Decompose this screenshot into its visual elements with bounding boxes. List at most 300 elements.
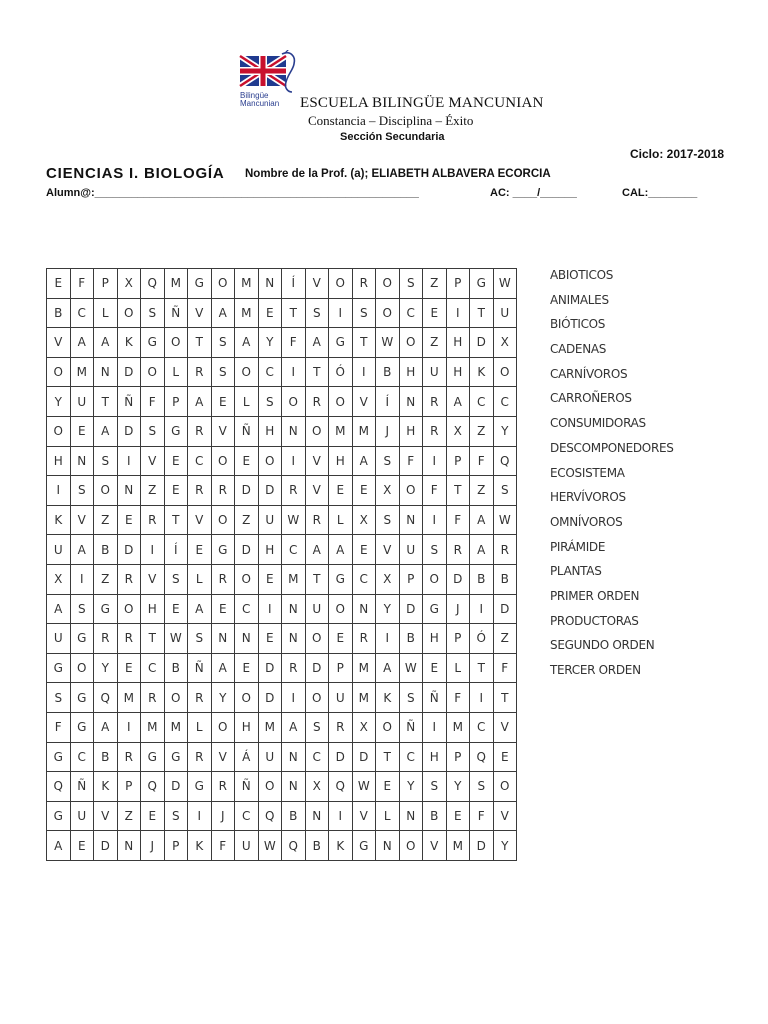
grid-cell[interactable]: W <box>493 269 517 299</box>
grid-cell[interactable]: E <box>493 742 517 772</box>
grid-cell[interactable]: O <box>117 594 141 624</box>
grid-cell[interactable]: S <box>258 387 282 417</box>
grid-cell[interactable]: Y <box>493 416 517 446</box>
grid-cell[interactable]: E <box>423 298 447 328</box>
grid-cell[interactable]: J <box>446 594 470 624</box>
grid-cell[interactable]: M <box>164 712 188 742</box>
grid-cell[interactable]: L <box>188 712 212 742</box>
grid-cell[interactable]: O <box>493 772 517 802</box>
grid-cell[interactable]: A <box>70 328 94 358</box>
grid-cell[interactable]: S <box>141 416 165 446</box>
grid-cell[interactable]: V <box>376 535 400 565</box>
ac-field[interactable]: AC: ____/______ <box>490 187 577 199</box>
grid-cell[interactable]: D <box>235 535 259 565</box>
grid-cell[interactable]: B <box>94 535 118 565</box>
grid-cell[interactable]: O <box>399 831 423 861</box>
grid-cell[interactable]: O <box>493 357 517 387</box>
grid-cell[interactable]: N <box>117 831 141 861</box>
grid-cell[interactable]: K <box>188 831 212 861</box>
grid-cell[interactable]: H <box>258 535 282 565</box>
grid-cell[interactable]: P <box>117 772 141 802</box>
grid-cell[interactable]: R <box>211 476 235 506</box>
grid-cell[interactable]: O <box>423 564 447 594</box>
grid-cell[interactable]: O <box>329 387 353 417</box>
grid-cell[interactable]: S <box>493 476 517 506</box>
grid-cell[interactable]: Z <box>94 505 118 535</box>
grid-cell[interactable]: D <box>94 831 118 861</box>
grid-cell[interactable]: E <box>352 476 376 506</box>
grid-cell[interactable]: T <box>141 624 165 654</box>
grid-cell[interactable]: A <box>211 298 235 328</box>
grid-cell[interactable]: A <box>235 328 259 358</box>
grid-cell[interactable]: T <box>376 742 400 772</box>
grid-cell[interactable]: F <box>282 328 306 358</box>
grid-cell[interactable]: Q <box>47 772 71 802</box>
grid-cell[interactable]: B <box>94 742 118 772</box>
grid-cell[interactable]: A <box>305 328 329 358</box>
grid-cell[interactable]: V <box>141 446 165 476</box>
grid-cell[interactable]: I <box>446 298 470 328</box>
grid-cell[interactable]: P <box>164 387 188 417</box>
grid-cell[interactable]: K <box>47 505 71 535</box>
grid-cell[interactable]: M <box>235 298 259 328</box>
grid-cell[interactable]: T <box>446 476 470 506</box>
grid-cell[interactable]: O <box>117 298 141 328</box>
grid-cell[interactable]: D <box>352 742 376 772</box>
grid-cell[interactable]: V <box>305 446 329 476</box>
grid-cell[interactable]: A <box>305 535 329 565</box>
grid-cell[interactable]: A <box>188 594 212 624</box>
grid-cell[interactable]: E <box>47 269 71 299</box>
grid-cell[interactable]: F <box>470 801 494 831</box>
grid-cell[interactable]: I <box>282 446 306 476</box>
grid-cell[interactable]: I <box>423 712 447 742</box>
grid-cell[interactable]: L <box>446 653 470 683</box>
grid-cell[interactable]: C <box>493 387 517 417</box>
grid-cell[interactable]: V <box>70 505 94 535</box>
grid-cell[interactable]: F <box>70 269 94 299</box>
grid-cell[interactable]: E <box>329 476 353 506</box>
grid-cell[interactable]: O <box>211 446 235 476</box>
grid-cell[interactable]: D <box>329 742 353 772</box>
grid-cell[interactable]: D <box>399 594 423 624</box>
grid-cell[interactable]: L <box>329 505 353 535</box>
grid-cell[interactable]: E <box>423 653 447 683</box>
grid-cell[interactable]: V <box>305 476 329 506</box>
grid-cell[interactable]: O <box>329 594 353 624</box>
grid-cell[interactable]: P <box>399 564 423 594</box>
grid-cell[interactable]: S <box>376 446 400 476</box>
grid-cell[interactable]: R <box>446 535 470 565</box>
grid-cell[interactable]: O <box>376 269 400 299</box>
grid-cell[interactable]: R <box>352 624 376 654</box>
grid-cell[interactable]: L <box>188 564 212 594</box>
grid-cell[interactable]: O <box>235 683 259 713</box>
grid-cell[interactable]: E <box>141 801 165 831</box>
grid-cell[interactable]: B <box>493 564 517 594</box>
grid-cell[interactable]: N <box>399 801 423 831</box>
grid-cell[interactable]: O <box>164 328 188 358</box>
grid-cell[interactable]: Ñ <box>235 772 259 802</box>
grid-cell[interactable]: O <box>376 712 400 742</box>
grid-cell[interactable]: S <box>305 712 329 742</box>
grid-cell[interactable]: T <box>94 387 118 417</box>
grid-cell[interactable]: Z <box>141 476 165 506</box>
grid-cell[interactable]: U <box>258 742 282 772</box>
grid-cell[interactable]: I <box>282 357 306 387</box>
grid-cell[interactable]: E <box>258 298 282 328</box>
grid-cell[interactable]: L <box>164 357 188 387</box>
grid-cell[interactable]: S <box>305 298 329 328</box>
grid-cell[interactable]: V <box>47 328 71 358</box>
grid-cell[interactable]: O <box>70 653 94 683</box>
grid-cell[interactable]: T <box>305 564 329 594</box>
grid-cell[interactable]: L <box>235 387 259 417</box>
grid-cell[interactable]: R <box>352 269 376 299</box>
grid-cell[interactable]: C <box>235 594 259 624</box>
grid-cell[interactable]: B <box>164 653 188 683</box>
grid-cell[interactable]: C <box>235 801 259 831</box>
grid-cell[interactable]: I <box>282 683 306 713</box>
grid-cell[interactable]: C <box>70 742 94 772</box>
grid-cell[interactable]: E <box>70 831 94 861</box>
grid-cell[interactable]: G <box>211 535 235 565</box>
grid-cell[interactable]: S <box>47 683 71 713</box>
grid-cell[interactable]: S <box>141 298 165 328</box>
grid-cell[interactable]: U <box>47 535 71 565</box>
grid-cell[interactable]: C <box>352 564 376 594</box>
grid-cell[interactable]: R <box>282 476 306 506</box>
grid-cell[interactable]: B <box>47 298 71 328</box>
grid-cell[interactable]: G <box>423 594 447 624</box>
grid-cell[interactable]: P <box>164 831 188 861</box>
grid-cell[interactable]: R <box>329 712 353 742</box>
grid-cell[interactable]: Z <box>470 416 494 446</box>
grid-cell[interactable]: M <box>282 564 306 594</box>
grid-cell[interactable]: M <box>164 269 188 299</box>
grid-cell[interactable]: R <box>305 387 329 417</box>
grid-cell[interactable]: Y <box>47 387 71 417</box>
grid-cell[interactable]: V <box>141 564 165 594</box>
grid-cell[interactable]: E <box>352 535 376 565</box>
grid-cell[interactable]: Q <box>470 742 494 772</box>
grid-cell[interactable]: Z <box>94 564 118 594</box>
grid-cell[interactable]: O <box>164 683 188 713</box>
grid-cell[interactable]: Ñ <box>399 712 423 742</box>
grid-cell[interactable]: G <box>329 328 353 358</box>
grid-cell[interactable]: V <box>94 801 118 831</box>
grid-cell[interactable]: G <box>47 742 71 772</box>
grid-cell[interactable]: C <box>70 298 94 328</box>
grid-cell[interactable]: Q <box>282 831 306 861</box>
grid-cell[interactable]: E <box>235 446 259 476</box>
grid-cell[interactable]: T <box>493 683 517 713</box>
grid-cell[interactable]: S <box>399 683 423 713</box>
grid-cell[interactable]: S <box>211 357 235 387</box>
grid-cell[interactable]: E <box>258 624 282 654</box>
grid-cell[interactable]: I <box>258 594 282 624</box>
grid-cell[interactable]: B <box>376 357 400 387</box>
grid-cell[interactable]: P <box>446 624 470 654</box>
grid-cell[interactable]: B <box>399 624 423 654</box>
grid-cell[interactable]: O <box>211 269 235 299</box>
grid-cell[interactable]: O <box>305 624 329 654</box>
grid-cell[interactable]: N <box>352 594 376 624</box>
grid-cell[interactable]: V <box>423 831 447 861</box>
grid-cell[interactable]: N <box>282 742 306 772</box>
grid-cell[interactable]: F <box>423 476 447 506</box>
grid-cell[interactable]: R <box>117 624 141 654</box>
grid-cell[interactable]: N <box>282 594 306 624</box>
grid-cell[interactable]: I <box>188 801 212 831</box>
grid-cell[interactable]: S <box>423 535 447 565</box>
grid-cell[interactable]: P <box>446 446 470 476</box>
grid-cell[interactable]: X <box>352 505 376 535</box>
grid-cell[interactable]: G <box>47 801 71 831</box>
grid-cell[interactable]: A <box>47 831 71 861</box>
grid-cell[interactable]: X <box>376 564 400 594</box>
grid-cell[interactable]: R <box>423 416 447 446</box>
grid-cell[interactable]: A <box>282 712 306 742</box>
grid-cell[interactable]: U <box>423 357 447 387</box>
grid-cell[interactable]: A <box>329 535 353 565</box>
grid-cell[interactable]: O <box>94 476 118 506</box>
grid-cell[interactable]: A <box>47 594 71 624</box>
grid-cell[interactable]: M <box>117 683 141 713</box>
grid-cell[interactable]: A <box>470 505 494 535</box>
grid-cell[interactable]: Í <box>376 387 400 417</box>
grid-cell[interactable]: M <box>352 416 376 446</box>
grid-cell[interactable]: M <box>329 416 353 446</box>
grid-cell[interactable]: Ñ <box>117 387 141 417</box>
grid-cell[interactable]: O <box>282 387 306 417</box>
grid-cell[interactable]: W <box>258 831 282 861</box>
grid-cell[interactable]: R <box>94 624 118 654</box>
grid-cell[interactable]: G <box>47 653 71 683</box>
grid-cell[interactable]: S <box>164 801 188 831</box>
grid-cell[interactable]: I <box>470 594 494 624</box>
grid-cell[interactable]: Ñ <box>423 683 447 713</box>
grid-cell[interactable]: Ñ <box>70 772 94 802</box>
grid-cell[interactable]: R <box>188 357 212 387</box>
grid-cell[interactable]: J <box>141 831 165 861</box>
grid-cell[interactable]: A <box>94 712 118 742</box>
grid-cell[interactable]: K <box>376 683 400 713</box>
grid-cell[interactable]: D <box>305 653 329 683</box>
grid-cell[interactable]: I <box>329 298 353 328</box>
grid-cell[interactable]: M <box>70 357 94 387</box>
grid-cell[interactable]: L <box>376 801 400 831</box>
grid-cell[interactable]: X <box>305 772 329 802</box>
grid-cell[interactable]: D <box>235 476 259 506</box>
grid-cell[interactable]: Í <box>282 269 306 299</box>
grid-cell[interactable]: C <box>282 535 306 565</box>
grid-cell[interactable]: D <box>258 476 282 506</box>
grid-cell[interactable]: Y <box>376 594 400 624</box>
grid-cell[interactable]: O <box>141 357 165 387</box>
grid-cell[interactable]: O <box>235 357 259 387</box>
grid-cell[interactable]: O <box>305 683 329 713</box>
grid-cell[interactable]: E <box>446 801 470 831</box>
grid-cell[interactable]: D <box>117 416 141 446</box>
grid-cell[interactable]: Y <box>94 653 118 683</box>
grid-cell[interactable]: K <box>470 357 494 387</box>
grid-cell[interactable]: U <box>70 801 94 831</box>
grid-cell[interactable]: Ó <box>470 624 494 654</box>
grid-cell[interactable]: I <box>117 446 141 476</box>
grid-cell[interactable]: P <box>446 269 470 299</box>
grid-cell[interactable]: I <box>47 476 71 506</box>
grid-cell[interactable]: L <box>94 298 118 328</box>
grid-cell[interactable]: V <box>211 416 235 446</box>
grid-cell[interactable]: Z <box>117 801 141 831</box>
grid-cell[interactable]: H <box>235 712 259 742</box>
grid-cell[interactable]: T <box>282 298 306 328</box>
grid-cell[interactable]: I <box>423 505 447 535</box>
grid-cell[interactable]: F <box>470 446 494 476</box>
grid-cell[interactable]: S <box>70 476 94 506</box>
grid-cell[interactable]: A <box>94 416 118 446</box>
grid-cell[interactable]: I <box>117 712 141 742</box>
grid-cell[interactable]: H <box>329 446 353 476</box>
grid-cell[interactable]: P <box>446 742 470 772</box>
grid-cell[interactable]: U <box>305 594 329 624</box>
grid-cell[interactable]: U <box>47 624 71 654</box>
grid-cell[interactable]: I <box>329 801 353 831</box>
grid-cell[interactable]: R <box>305 505 329 535</box>
grid-cell[interactable]: G <box>164 742 188 772</box>
grid-cell[interactable]: G <box>188 772 212 802</box>
grid-cell[interactable]: F <box>141 387 165 417</box>
grid-cell[interactable]: R <box>188 476 212 506</box>
grid-cell[interactable]: Y <box>211 683 235 713</box>
grid-cell[interactable]: X <box>376 476 400 506</box>
grid-cell[interactable]: S <box>470 772 494 802</box>
grid-cell[interactable]: D <box>470 328 494 358</box>
grid-cell[interactable]: R <box>493 535 517 565</box>
grid-cell[interactable]: E <box>164 476 188 506</box>
grid-cell[interactable]: R <box>282 653 306 683</box>
grid-cell[interactable]: O <box>211 505 235 535</box>
grid-cell[interactable]: E <box>164 446 188 476</box>
grid-cell[interactable]: N <box>117 476 141 506</box>
grid-cell[interactable]: T <box>164 505 188 535</box>
student-name-field[interactable]: Alumn@:_____________________________________________________ <box>46 187 419 199</box>
grid-cell[interactable]: H <box>399 416 423 446</box>
grid-cell[interactable]: S <box>423 772 447 802</box>
grid-cell[interactable]: S <box>164 564 188 594</box>
grid-cell[interactable]: R <box>423 387 447 417</box>
grid-cell[interactable]: H <box>446 357 470 387</box>
grid-cell[interactable]: B <box>282 801 306 831</box>
grid-cell[interactable]: E <box>235 653 259 683</box>
grid-cell[interactable]: G <box>94 594 118 624</box>
grid-cell[interactable]: J <box>211 801 235 831</box>
grid-cell[interactable]: G <box>141 742 165 772</box>
grid-cell[interactable]: R <box>211 772 235 802</box>
grid-cell[interactable]: C <box>399 742 423 772</box>
grid-cell[interactable]: G <box>352 831 376 861</box>
grid-cell[interactable]: R <box>188 683 212 713</box>
grid-cell[interactable]: U <box>329 683 353 713</box>
grid-cell[interactable]: N <box>399 387 423 417</box>
grid-cell[interactable]: F <box>211 831 235 861</box>
grid-cell[interactable]: Ñ <box>164 298 188 328</box>
grid-cell[interactable]: C <box>141 653 165 683</box>
grid-cell[interactable]: D <box>258 683 282 713</box>
grid-cell[interactable]: C <box>305 742 329 772</box>
grid-cell[interactable]: A <box>94 328 118 358</box>
grid-cell[interactable]: A <box>211 653 235 683</box>
grid-cell[interactable]: O <box>47 416 71 446</box>
grid-cell[interactable]: M <box>352 653 376 683</box>
grid-cell[interactable]: Y <box>493 831 517 861</box>
grid-cell[interactable]: A <box>188 387 212 417</box>
grid-cell[interactable]: Ñ <box>188 653 212 683</box>
grid-cell[interactable]: U <box>493 298 517 328</box>
grid-cell[interactable]: U <box>258 505 282 535</box>
grid-cell[interactable]: D <box>117 535 141 565</box>
grid-cell[interactable]: G <box>70 683 94 713</box>
grid-cell[interactable]: X <box>117 269 141 299</box>
grid-cell[interactable]: A <box>352 446 376 476</box>
grid-cell[interactable]: M <box>446 712 470 742</box>
grid-cell[interactable]: N <box>305 801 329 831</box>
grid-cell[interactable]: O <box>399 476 423 506</box>
grid-cell[interactable]: D <box>117 357 141 387</box>
grid-cell[interactable]: V <box>493 712 517 742</box>
grid-cell[interactable]: Y <box>399 772 423 802</box>
grid-cell[interactable]: J <box>376 416 400 446</box>
grid-cell[interactable]: C <box>258 357 282 387</box>
grid-cell[interactable]: S <box>376 505 400 535</box>
grid-cell[interactable]: R <box>211 564 235 594</box>
grid-cell[interactable]: R <box>141 505 165 535</box>
grid-cell[interactable]: N <box>94 357 118 387</box>
grid-cell[interactable]: T <box>352 328 376 358</box>
grid-cell[interactable]: S <box>352 298 376 328</box>
grid-cell[interactable]: R <box>188 742 212 772</box>
grid-cell[interactable]: D <box>258 653 282 683</box>
grid-cell[interactable]: N <box>282 772 306 802</box>
grid-cell[interactable]: P <box>94 269 118 299</box>
grid-cell[interactable]: Ñ <box>235 416 259 446</box>
grid-cell[interactable]: W <box>164 624 188 654</box>
grid-cell[interactable]: Q <box>258 801 282 831</box>
grid-cell[interactable]: S <box>70 594 94 624</box>
grid-cell[interactable]: N <box>282 416 306 446</box>
grid-cell[interactable]: S <box>211 328 235 358</box>
grid-cell[interactable]: C <box>470 712 494 742</box>
grid-cell[interactable]: C <box>188 446 212 476</box>
grid-cell[interactable]: I <box>141 535 165 565</box>
grid-cell[interactable]: Q <box>329 772 353 802</box>
grid-cell[interactable]: F <box>446 683 470 713</box>
grid-cell[interactable]: N <box>211 624 235 654</box>
grid-cell[interactable]: Z <box>235 505 259 535</box>
grid-cell[interactable]: W <box>352 772 376 802</box>
grid-cell[interactable]: P <box>329 653 353 683</box>
grid-cell[interactable]: W <box>282 505 306 535</box>
grid-cell[interactable]: G <box>70 624 94 654</box>
grid-cell[interactable]: C <box>399 298 423 328</box>
grid-cell[interactable]: H <box>423 742 447 772</box>
grid-cell[interactable]: G <box>329 564 353 594</box>
grid-cell[interactable]: O <box>305 416 329 446</box>
grid-cell[interactable]: H <box>446 328 470 358</box>
grid-cell[interactable]: D <box>446 564 470 594</box>
grid-cell[interactable]: W <box>399 653 423 683</box>
